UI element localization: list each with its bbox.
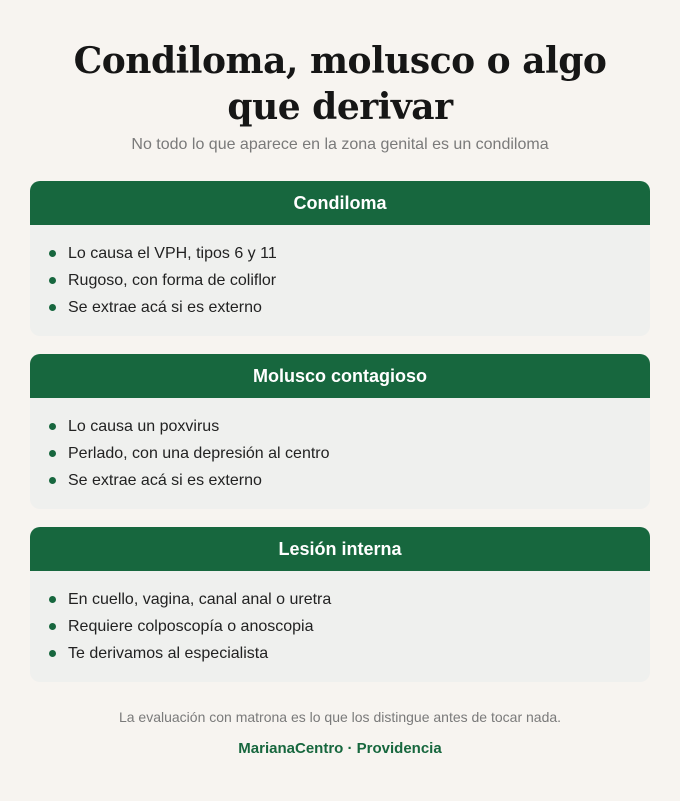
bullet-icon [49, 477, 56, 484]
list-item-text: Se extrae acá si es externo [68, 299, 262, 316]
footer-note: La evaluación con matrona es lo que los distingue antes de tocar nada. [118, 709, 562, 725]
list-item-text: Lo causa el VPH, tipos 6 y 11 [68, 245, 277, 262]
list-item-text: Requiere colposcopía o anoscopia [68, 618, 314, 635]
bullet-icon [49, 304, 56, 311]
bullet-icon [49, 596, 56, 603]
list-item [30, 640, 650, 667]
list-item [30, 413, 650, 440]
page-title: Condiloma, molusco o algo que derivar [73, 40, 607, 128]
list-item-text: Lo causa un poxvirus [68, 418, 220, 435]
bullet-icon [49, 623, 56, 630]
bullet-icon [49, 450, 56, 457]
list-item-text: Perlado, con una depresión al centro [68, 445, 330, 462]
card-title: Molusco contagioso [30, 354, 650, 398]
list-item [30, 586, 650, 613]
list-item [30, 467, 650, 494]
bullet-icon [49, 423, 56, 430]
list-item [30, 613, 650, 640]
bullet-icon [49, 250, 56, 257]
page-subtitle: No todo lo que aparece en la zona genital es un condiloma [131, 136, 549, 153]
list-item-text: En cuello, vagina, canal anal o uretra [68, 591, 332, 608]
list-item [30, 440, 650, 467]
list-item-text: Te derivamos al especialista [68, 645, 269, 662]
list-item [30, 240, 650, 267]
card-title: Lesión interna [30, 527, 650, 571]
card-title: Condiloma [30, 181, 650, 225]
card-list [30, 571, 650, 667]
brand-name: MarianaCentro · Providencia [238, 740, 442, 757]
list-item-text: Rugoso, con forma de coliflor [68, 272, 277, 289]
bullet-icon [49, 277, 56, 284]
list-item [30, 267, 650, 294]
card-list [30, 398, 650, 494]
card-lesion-interna [30, 527, 650, 682]
list-item-text: Se extrae acá si es externo [68, 472, 262, 489]
bullet-icon [49, 650, 56, 657]
card-molusco-contagioso [30, 354, 650, 509]
card-condiloma [30, 181, 650, 336]
card-list [30, 225, 650, 321]
list-item [30, 294, 650, 321]
